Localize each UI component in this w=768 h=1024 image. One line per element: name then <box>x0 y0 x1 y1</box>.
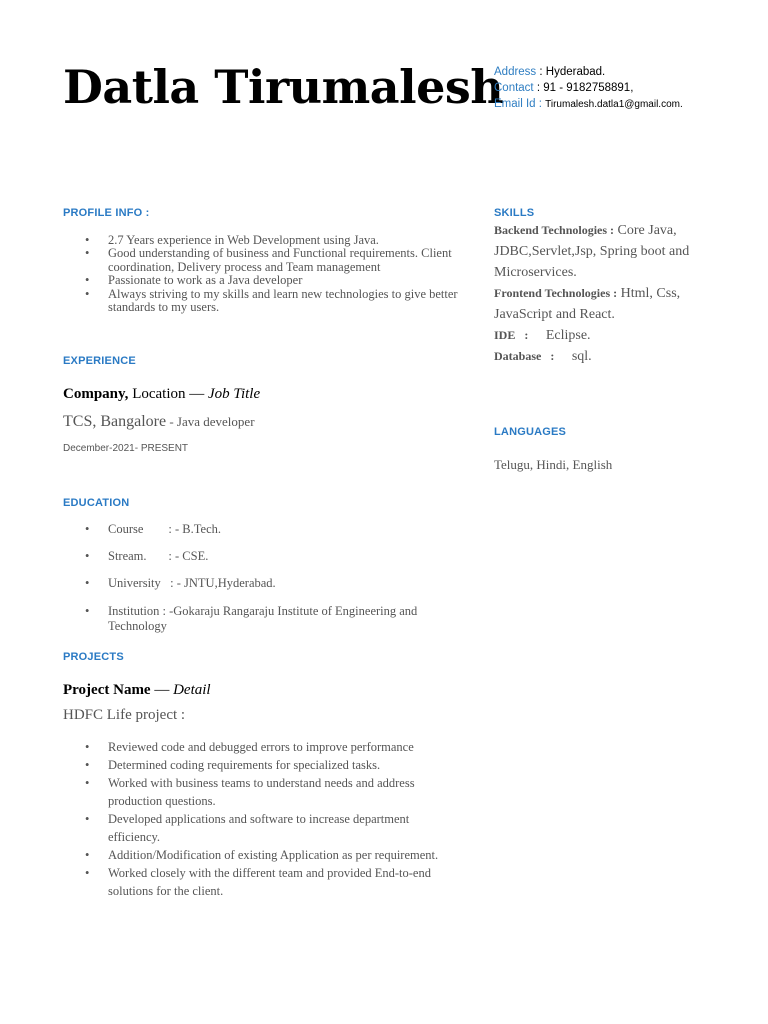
education-list <box>63 522 463 634</box>
project-item: • Worked with business teams to understand needs and address production questions. <box>63 774 463 810</box>
project-item: • Worked closely with the different team and provided End-to-end solutions for the client. <box>63 864 463 900</box>
project-item: • Developed applications and software to increase department efficiency. <box>63 810 463 846</box>
email-row <box>494 96 683 112</box>
project-detail-label: Detail <box>173 682 211 698</box>
address-label: Address <box>494 66 537 78</box>
employer-line <box>63 413 255 431</box>
contact-label: Contact <box>494 82 534 94</box>
education-item: • Institution : -Gokaraju Rangaraju Institute of Engineering and Technology <box>63 604 463 634</box>
skill-frontend-label: Frontend Technologies : <box>494 286 618 300</box>
projects-heading: PROJECTS <box>63 651 124 663</box>
skill-database-value: sql. <box>554 349 592 364</box>
project-item: • Reviewed code and debugged errors to improve performance <box>63 738 463 756</box>
skills-heading: SKILLS <box>494 207 535 219</box>
address-value: : Hyderabad. <box>536 66 606 78</box>
skill-ide-value: Eclipse. <box>528 328 591 343</box>
skills-block <box>494 220 714 367</box>
skill-ide <box>494 325 714 346</box>
address-row <box>494 64 683 80</box>
skill-database-label: Database : <box>494 349 555 363</box>
education-item: • Course : - B.Tech. <box>63 522 463 537</box>
skill-frontend <box>494 283 714 325</box>
job-title-label: Job Title <box>208 386 261 402</box>
company-line <box>63 386 260 403</box>
profile-item: • Good understanding of business and Functional requirements. Client coordination, Delivery process and Team management <box>63 247 463 274</box>
employer-role: - Java developer <box>166 414 255 429</box>
company-location: Location — <box>128 386 209 402</box>
skill-database <box>494 346 714 367</box>
experience-heading: EXPERIENCE <box>63 355 136 367</box>
skill-backend-value: Core Java, JDBC,Servlet,Jsp, Spring boot and Microservices. <box>494 223 690 280</box>
project-item: • Addition/Modification of existing Application as per requirement. <box>63 846 463 864</box>
project-name-separator: — <box>150 682 174 698</box>
skill-frontend-value: Html, Css, JavaScript and React. <box>494 286 681 322</box>
email-value[interactable]: Tirumalesh.datla1@gmail.com. <box>545 99 683 110</box>
languages-heading: LANGUAGES <box>494 426 567 438</box>
project-item: • Determined coding requirements for specialized tasks. <box>63 756 463 774</box>
education-heading: EDUCATION <box>63 497 130 509</box>
project-title: HDFC Life project : <box>63 707 186 723</box>
profile-list <box>63 234 463 314</box>
email-label: Email Id <box>494 98 536 110</box>
email-separator: : <box>535 98 546 110</box>
candidate-name: Datla Tirumalesh <box>63 60 504 114</box>
project-name-label: Project Name <box>63 682 151 698</box>
phone-row <box>494 80 683 96</box>
education-item: • University : - JNTU,Hyderabad. <box>63 576 463 591</box>
profile-item: • Passionate to work as a Java developer <box>63 274 463 287</box>
phone-value: : 91 - 9182758891, <box>533 82 634 94</box>
profile-item: • Always striving to my skills and learn new technologies to give better standards to my users. <box>63 288 463 315</box>
employer-name: TCS, Bangalore <box>63 413 167 430</box>
project-name-line <box>63 682 211 699</box>
skill-backend-label: Backend Technologies : <box>494 223 615 237</box>
contact-block <box>494 64 683 112</box>
skill-backend <box>494 220 714 283</box>
company-label: Company, <box>63 386 129 402</box>
languages-value: Telugu, Hindi, English <box>494 457 613 472</box>
project-list <box>63 738 463 900</box>
profile-heading: PROFILE INFO : <box>63 207 150 219</box>
employment-dates: December-2021- PRESENT <box>63 443 189 454</box>
education-item: • Stream. : - CSE. <box>63 549 463 564</box>
profile-item: • 2.7 Years experience in Web Development using Java. <box>63 234 463 247</box>
skill-ide-label: IDE : <box>494 328 529 342</box>
